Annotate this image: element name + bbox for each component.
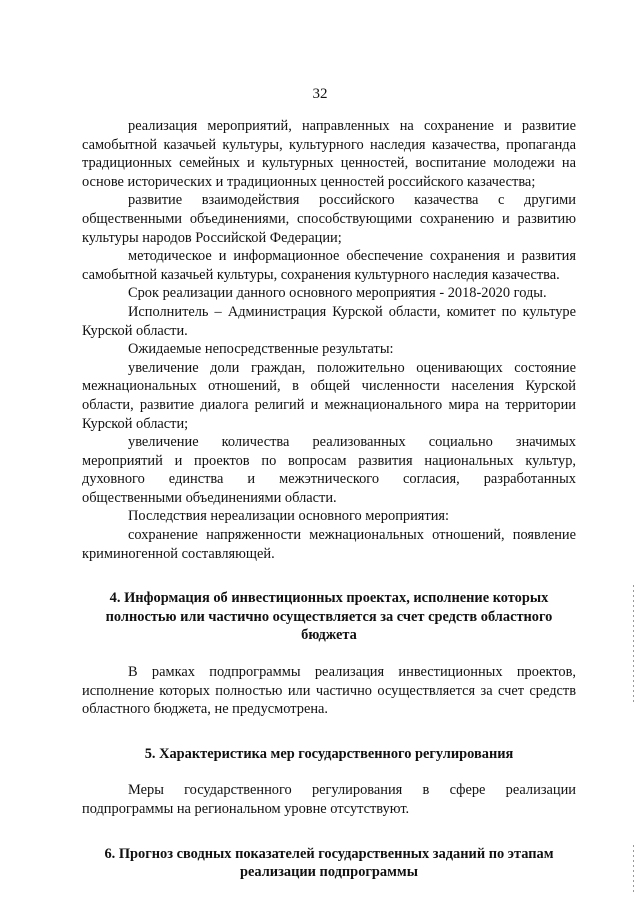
paragraph: увеличение количества реализованных социально значимых мероприятий и проектов по вопросам развития национальных культур, духовного единства и межэтнического согласия, разработанных общественными объединениями области.	[82, 434, 576, 506]
paragraph: Срок реализации данного основного мероприятия - 2018-2020 годы.	[128, 285, 547, 302]
section-4-heading: 4. Информация об инвестиционных проектах, исполнение которых полностью или частично осуществляется за счет средств областного бюджета	[105, 590, 553, 644]
spacer	[82, 819, 576, 845]
section-5-heading: 5. Характеристика мер государственного регулирования	[144, 745, 514, 762]
scan-edge-mark	[633, 845, 634, 895]
paragraph: Ожидаемые непосредственные результаты:	[128, 341, 394, 358]
spacer	[82, 645, 576, 663]
paragraph: реализация мероприятий, направленных на сохранение и развитие самобытной казачьей культуры, культурного наследия казачества, пропаганда традиционных семейных и культурных ценностей, воспитание молодежи на основе исторических и традиционных ценностей российского казачества;	[82, 118, 576, 190]
paragraph: методическое и информационное обеспечение сохранения и развития самобытной казачьей культуры, сохранения культурного наследия казачества.	[82, 248, 576, 283]
document-body	[82, 117, 576, 882]
spacer	[82, 763, 576, 781]
paragraph: Исполнитель – Администрация Курской области, комитет по культуре Курской области.	[82, 303, 576, 339]
paragraph: Последствия нереализации основного мероприятия:	[128, 508, 450, 525]
page-number: 32	[312, 86, 328, 102]
paragraph: сохранение напряженности межнациональных отношений, появление криминогенной составляющей.	[82, 527, 576, 562]
section-4-text: В рамках подпрограммы реализация инвестиционных проектов, исполнение которых полностью или частично осуществляется за счет средств областного бюджета, не предусмотрена.	[82, 664, 576, 718]
paragraph: увеличение доли граждан, положительно оценивающих состояние межнациональных отношений, в общей численности населения Курской области, развитие диалога религий и межнационального мира на территории Курской области;	[82, 359, 576, 432]
section-5-text: Меры государственного регулирования в сфере реализации подпрограммы на региональном уровне отсутствуют.	[82, 782, 576, 817]
paragraph: развитие взаимодействия российского казачества с другими общественными объединениями, способствующими сохранению и развитию культуры народов Российской Федерации;	[82, 192, 576, 246]
section-6-heading: 6. Прогноз сводных показателей государственных заданий по этапам реализации подпрограммы	[104, 845, 554, 881]
spacer	[82, 563, 576, 589]
spacer	[82, 719, 576, 745]
scan-edge-mark	[633, 585, 634, 705]
